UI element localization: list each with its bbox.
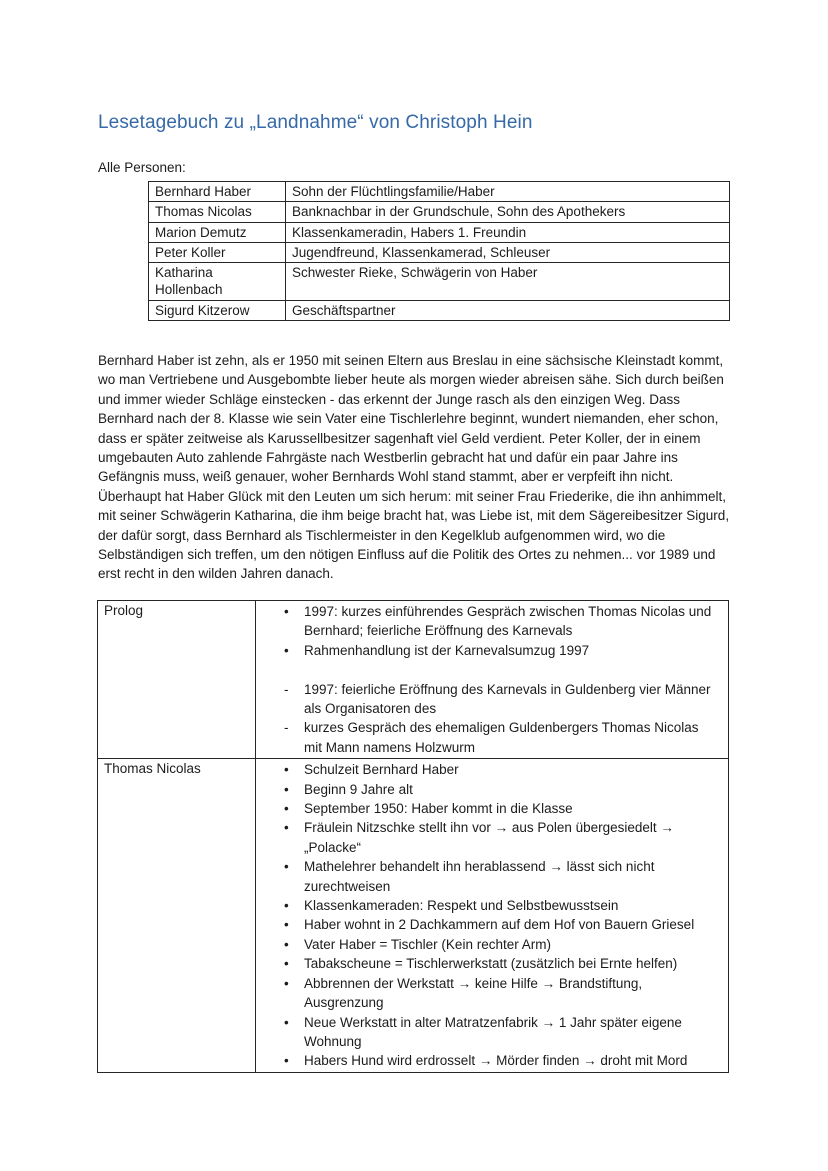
note-text: kurzes Gespräch des ehemaligen Guldenbergers Thomas Nicolas mit Mann namens Holzwurm [304,720,699,755]
bullet-icon: • [284,801,289,817]
bullet-icon: • [284,859,289,875]
dash-icon: - [284,720,289,736]
note-text: Neue Werkstatt in alter Matratzenfabrik → 1 Jahr später eigene Wohnung [304,1014,682,1049]
chapter-notes [256,759,729,1073]
chapter-title: Thomas Nicolas [98,759,256,1073]
note-item [284,641,718,660]
note-text: Habers Hund wird erdrosselt → Mörder finden → droht mit Mord [304,1053,688,1069]
person-description: Klassenkameradin, Habers 1. Freundin [286,222,730,242]
person-name: Bernhard Haber [149,182,286,202]
person-row [149,242,730,262]
note-item [284,780,718,799]
person-description: Schwester Rieke, Schwägerin von Haber [286,263,730,301]
chapter-title: Prolog [98,601,256,759]
person-description: Sohn der Flüchtlingsfamilie/Haber [286,182,730,202]
note-text: Fräulein Nitzschke stellt ihn vor → aus Polen übergesiedelt → „Polacke“ [304,820,674,855]
person-name: Sigurd Kitzerow [149,300,286,320]
person-name: Marion Demutz [149,222,286,242]
note-text: September 1950: Haber kommt in die Klasse [304,801,573,817]
note-item [284,1051,718,1070]
note-text: Tabakscheune = Tischlerwerkstatt (zusätzlich bei Ernte helfen) [304,956,678,972]
note-item [284,1013,718,1052]
bullet-icon: • [284,1014,289,1030]
person-row [149,300,730,320]
bullet-icon: • [284,781,289,797]
dash-icon: - [284,681,289,697]
bullet-icon: • [284,936,289,952]
persons-table [148,181,730,321]
page-title: Lesetagebuch zu „Landnahme“ von Christoph Hein [98,112,533,133]
note-text: Klassenkameraden: Respekt und Selbstbewusstsein [304,898,619,914]
note-item [284,954,718,973]
note-item [284,974,718,1013]
note-text: Mathelehrer behandelt ihn herablassend → lässt sich nicht zurechtweisen [304,859,655,894]
note-item [284,818,718,857]
person-row [149,182,730,202]
bullet-icon: • [284,975,289,991]
note-item [284,760,718,779]
note-item [284,680,718,719]
person-name: Thomas Nicolas [149,202,286,222]
bullet-icon: • [284,956,289,972]
note-item [284,799,718,818]
chapter-row [98,601,729,759]
chapters-table [97,600,729,1073]
bullet-icon: • [284,898,289,914]
summary-paragraph: Bernhard Haber ist zehn, als er 1950 mit seinen Eltern aus Breslau in eine sächsische Kleinstadt kommt, wo man Vertriebene und Ausgebombte lieber heute als morgen wieder abreisen sähe. Sich durch beißen und immer wieder Schläge einstecken - das erkennt der Junge rasch als den einzigen Weg. Dass Bernhard nach der 8. Klasse wie sein Vater eine Tischlerlehre beginnt, wundert niemanden, eher schon, dass er später zeitweise als Karussellbesitzer sagenhaft viel Geld verdient. Peter Koller, der in einem umgebauten Auto zahlende Fahrgäste nach Westberlin gebracht hat und dafür ein paar Jahre ins Gefängnis muss, weiß genauer, woher Bernhards Wohl stand stammt, aber er verpfeift ihn nicht. Überhaupt hat Haber Glück mit den Leuten um sich herum: mit seiner Frau Friederike, die ihn anhimmelt, mit seiner Schwägerin Katharina, die ihm beige bracht hat, was Liebe ist, mit dem Sägereibesitzer Sigurd, der dafür sorgt, dass Bernhard als Tischlermeister in den Kegelklub aufgenommen wird, wo die Selbständigen sich treffen, um den nötigen Einfluss auf die Politik des Ortes zu nehmen... vor 1989 und erst recht in den wilden Jahren danach. [98,353,730,582]
person-row [149,202,730,222]
bullet-icon: • [284,642,289,658]
note-text: Beginn 9 Jahre alt [304,781,413,797]
note-text: Haber wohnt in 2 Dachkammern auf dem Hof von Bauern Griesel [304,917,695,933]
note-text: Vater Haber = Tischler (Kein rechter Arm) [304,936,551,952]
person-row [149,222,730,242]
person-description: Geschäftspartner [286,300,730,320]
chapter-notes [256,601,729,759]
person-row [149,263,730,301]
bullet-icon: • [284,917,289,933]
note-text: 1997: feierliche Eröffnung des Karnevals in Guldenberg vier Männer als Organisatoren des [304,681,711,717]
list-gap [284,660,718,679]
bullet-icon: • [284,820,289,836]
note-text: Abbrennen der Werkstatt → keine Hilfe → Brandstiftung, Ausgrenzung [304,975,643,1011]
chapter-row [98,759,729,1073]
bullet-icon: • [284,762,289,778]
note-item [284,915,718,934]
persons-section-label: Alle Personen: [98,160,186,175]
person-name: Peter Koller [149,242,286,262]
note-item [284,857,718,896]
note-item [284,718,718,757]
note-text: 1997: kurzes einführendes Gespräch zwischen Thomas Nicolas und Bernhard; feierliche Eröffnung des Karnevals [304,604,712,639]
bullet-icon: • [284,604,289,619]
bullet-icon: • [284,1053,289,1069]
note-item [284,896,718,915]
note-text: Schulzeit Bernhard Haber [304,762,459,778]
person-description: Banknachbar in der Grundschule, Sohn des Apothekers [286,202,730,222]
note-item [284,602,718,641]
note-item [284,935,718,954]
note-text: Rahmenhandlung ist der Karnevalsumzug 1997 [304,642,590,658]
person-name: Katharina Hollenbach [149,263,286,301]
person-description: Jugendfreund, Klassenkamerad, Schleuser [286,242,730,262]
